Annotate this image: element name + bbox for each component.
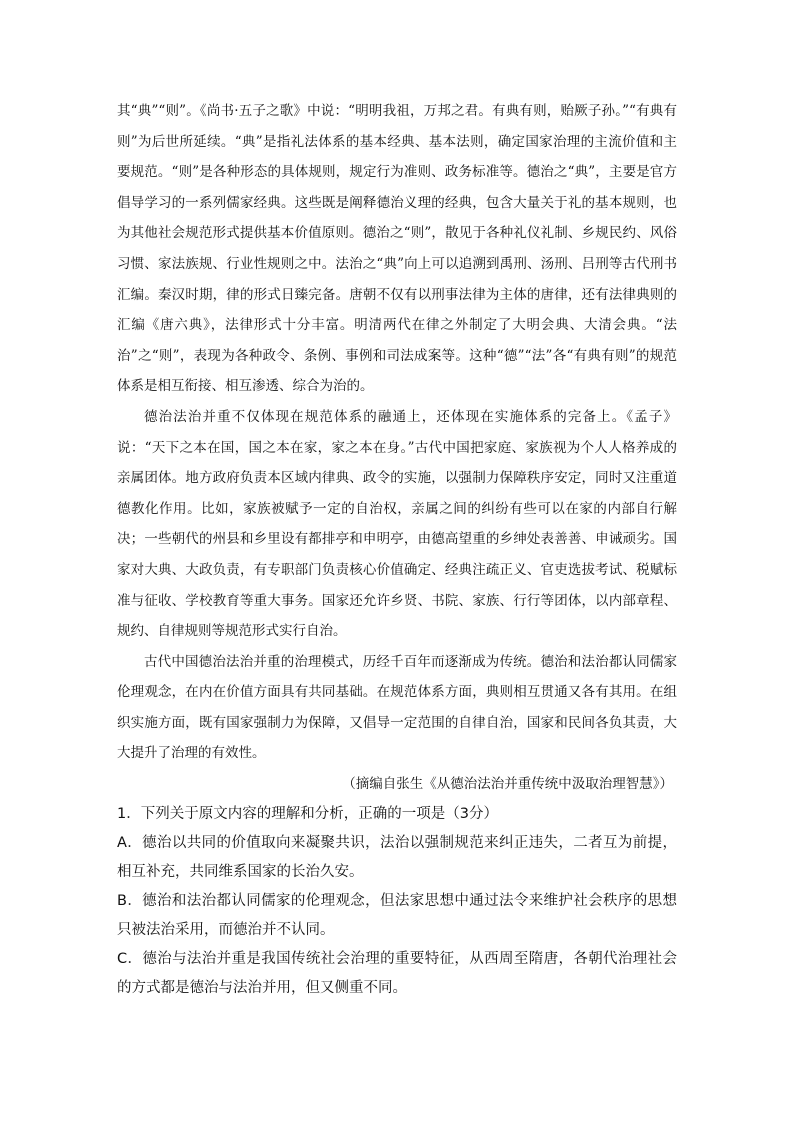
- passage-source: （摘编自张生《从德治法治并重传统中汲取治理智慧》）: [342, 776, 673, 793]
- option-b: B．德治和法治都认同儒家的伦理观念，但法家思想中通过法令来维护社会秩序的思想只被法治采用，而德治并不认同。: [117, 892, 677, 938]
- option-c: C．德治与法治并重是我国传统社会治理的重要特征，从西周至隋唐，各朝代治理社会的方式都是德治与法治并用，但又侧重不同。: [117, 950, 677, 996]
- option-a: A．德治以共同的价值取向来凝聚共识，法治以强制规范来纠正违失，二者互为前提，相互补充，共同维系国家的长治久安。: [117, 834, 677, 880]
- exam-page: [117, 96, 677, 1003]
- question-stem: 1．下列关于原文内容的理解和分析，正确的一项是（3分）: [117, 805, 498, 822]
- passage-paragraph-2: 德治法治并重不仅体现在规范体系的融通上，还体现在实施体系的完备上。《孟子》说：“天下之本在国，国之本在家，家之本在身。”古代中国把家庭、家族视为个人人格养成的亲属团体。地方政府负责本区域内律典、政令的实施，以强制力保障秩序安定，同时又注重道德教化作用。比如，家族被赋予一定的自治权，亲属之间的纠纷有些可以在家的内部自行解决；一些朝代的州县和乡里设有都排亭和申明亭，由德高望重的乡绅处表善善、申诫顽劣。国家对大典、大政负责，有专职部门负责核心价值确定、经典注疏正义、官吏选拔考试、税赋标准与征收、学校教育等重大事务。国家还允许乡贤、书院、家族、行行等团体，以内部章程、规约、自律规则等规范形式实行自治。: [117, 408, 677, 640]
- passage-paragraph-1: 其“典”“则”。《尚书·五子之歌》中说：“明明我祖，万邦之君。有典有则，贻厥子孙。”“有典有则”为后世所延续。“典”是指礼法体系的基本经典、基本法则，确定国家治理的主流价值和主要规范。“则”是各种形态的具体规则，规定行为准则、政务标准等。德治之“典”，主要是官方倡导学习的一系列儒家经典。这些既是阐释德治义理的经典，包含大量关于礼的基本规则，也为其他社会规范形式提供基本价值原则。德治之“则”，散见于各种礼仪礼制、乡规民约、风俗习惯、家法族规、行业性规则之中。法治之“典”向上可以追溯到禹刑、汤刑、吕刑等古代刑书汇编。秦汉时期，律的形式日臻完备。唐朝不仅有以刑事法律为主体的唐律，还有法律典则的汇编《唐六典》，法律形式十分丰富。明清两代在律之外制定了大明会典、大清会典。“法治”之“则”，表现为各种政令、条例、事例和司法成案等。这种“德”“法”各“有典有则”的规范体系是相互衔接、相互渗透、综合为治的。: [117, 103, 677, 395]
- passage-paragraph-3: 古代中国德治法治并重的治理模式，历经千百年而逐渐成为传统。德治和法治都认同儒家伦理观念，在内在价值方面具有共同基础。在规范体系方面，典则相互贯通又各有其用。在组织实施方面，既有国家强制力为保障，又倡导一定范围的自律自治，国家和民间各负其责，大大提升了治理的有效性。: [117, 653, 677, 762]
